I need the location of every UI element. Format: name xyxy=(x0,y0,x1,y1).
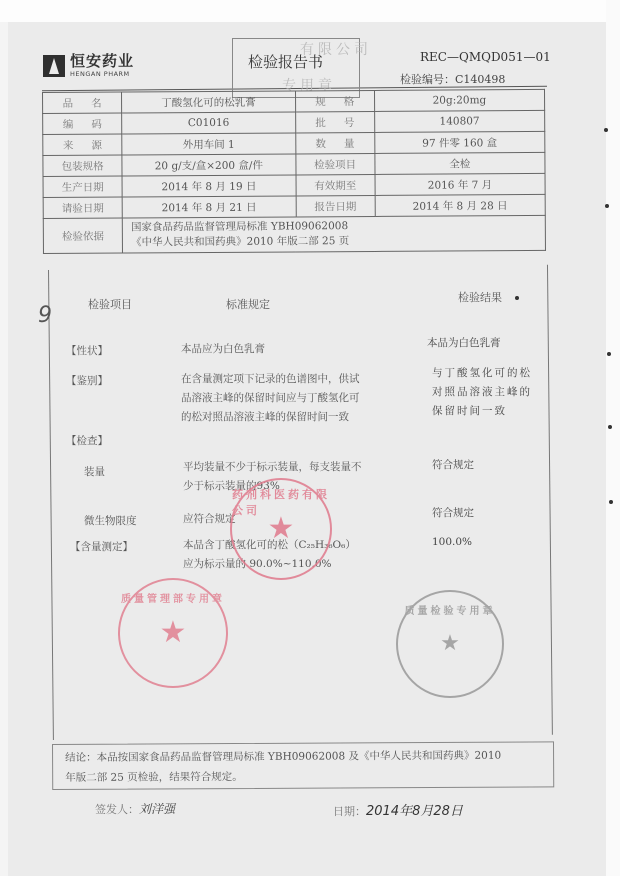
seal-ring-text: 质量检验专用章 xyxy=(404,606,496,617)
punch-hole-mark xyxy=(607,352,611,356)
source-label: 来源 xyxy=(43,134,122,155)
document-code: REC—QMQD051—01 xyxy=(420,50,551,64)
result-line: 对照品溶液主峰的 xyxy=(432,386,532,398)
expiry-value: 2016 年 7 月 xyxy=(375,173,545,195)
punch-hole-mark xyxy=(605,204,609,208)
conclusion-line-1: 结论：本品按国家食品药品监督管理局标准 YBH09062008 及《中华人民共和国药典》2010 xyxy=(65,749,502,764)
standard-line: 应为标示量的 90.0%~110.0% xyxy=(183,558,332,570)
star-icon: ★ xyxy=(159,615,187,650)
standard-line: 平均装量不少于标示装量，每支装量不 xyxy=(183,461,362,473)
handwritten-margin-mark: 9 xyxy=(38,303,52,328)
sign-date xyxy=(333,800,463,819)
code-label: 编码 xyxy=(43,113,122,134)
document-title: 检验报告书 xyxy=(248,53,324,71)
exam-number xyxy=(400,71,505,87)
product-info-table xyxy=(42,89,546,254)
standard-identification xyxy=(181,370,360,427)
seal-ring-text: 药剂科医药有限公司 xyxy=(232,488,330,517)
result-item-assay: 【含量测定】 xyxy=(70,541,133,553)
quantity-value: 97 件零 160 盒 xyxy=(375,131,545,153)
conclusion-box xyxy=(52,741,554,790)
mfg-date-label: 生产日期 xyxy=(43,176,122,197)
sign-date-label: 日期： xyxy=(333,805,366,818)
result-appearance: 本品为白色乳膏 xyxy=(427,337,501,349)
result-item-appearance: 【性状】 xyxy=(66,345,108,357)
col-header-result: 检验结果 xyxy=(458,291,502,304)
punch-hole-mark xyxy=(609,500,613,504)
table-row xyxy=(43,173,545,197)
result-assay: 100.0% xyxy=(432,536,473,548)
col-header-standard: 标准规定 xyxy=(226,298,270,311)
result-item-fill-amount: 装量 xyxy=(84,466,105,478)
title-stamp-ghost-bottom: 专用章 xyxy=(282,78,336,94)
source-value: 外用车间 1 xyxy=(122,133,295,155)
result-line: 保留时间一致 xyxy=(432,405,507,417)
basis-line-1: 国家食品药品监督管理局标准 YBH09062008 xyxy=(130,220,349,234)
standard-appearance: 本品应为白色乳膏 xyxy=(181,343,265,355)
report-date-value: 2014 年 8 月 28 日 xyxy=(375,194,545,216)
standard-line: 少于标示装量的93% xyxy=(183,480,280,492)
standard-microbial-limit: 应符合规定 xyxy=(183,513,236,525)
standard-line: 品溶液主峰的保留时间应与丁酸氢化可 xyxy=(181,392,360,404)
star-icon: ★ xyxy=(267,511,295,546)
mfg-date-value: 2014 年 8 月 19 日 xyxy=(122,175,295,197)
result-microbial-limit: 符合规定 xyxy=(432,507,474,519)
request-date-value: 2014 年 8 月 21 日 xyxy=(122,196,295,218)
logo-icon xyxy=(43,55,65,77)
spec-label: 规格 xyxy=(295,90,374,111)
ink-smudge xyxy=(515,296,519,300)
exam-number-value: C140498 xyxy=(455,73,506,86)
sign-date-signature: 2014年8月28日 xyxy=(366,804,463,819)
product-name-value: 丁酸氢化可的松乳膏 xyxy=(122,91,295,113)
company-seal-red xyxy=(230,478,332,580)
test-items-label: 检验项目 xyxy=(295,153,374,174)
standard-line: 在含量测定项下记录的色谱图中，供试 xyxy=(181,373,360,385)
qa-seal-red xyxy=(118,578,228,688)
spec-value: 20g:20mg xyxy=(374,89,544,111)
table-row xyxy=(43,110,545,134)
request-date-label: 请验日期 xyxy=(43,197,122,218)
signer-signature: 刘洋强 xyxy=(139,802,176,816)
result-line: 与丁酸氢化可的松 xyxy=(432,367,532,379)
table-row xyxy=(43,89,545,113)
report-date-label: 报告日期 xyxy=(296,195,375,216)
scan-margin-right xyxy=(606,0,620,876)
product-name-label: 品名 xyxy=(43,92,122,113)
signer-label: 签发人： xyxy=(95,803,139,816)
basis-value xyxy=(122,215,545,253)
punch-hole-mark xyxy=(608,425,612,429)
table-row xyxy=(43,152,545,176)
col-header-item: 检验项目 xyxy=(88,298,132,311)
result-identification xyxy=(432,364,532,421)
star-icon: ★ xyxy=(440,631,460,656)
basis-label: 检验依据 xyxy=(43,218,122,253)
batch-label: 批号 xyxy=(295,111,374,132)
packaging-value: 20 g/支/盒×200 盒/件 xyxy=(122,154,295,176)
code-value: C01016 xyxy=(122,112,295,134)
scan-margin-top xyxy=(0,0,620,22)
company-logo xyxy=(43,54,134,78)
standard-line: 的松对照品溶液主峰的保留时间一致 xyxy=(181,411,349,423)
packaging-label: 包装规格 xyxy=(43,155,122,176)
seal-ring-text: 质量管理部专用章 xyxy=(121,594,225,605)
standard-line: 本品含丁酸氢化可的松（C₂₅H₃₆O₆） xyxy=(183,539,356,551)
basis-line-2: 《中华人民共和国药典》2010 年版二部 25 页 xyxy=(131,235,350,249)
table-row xyxy=(43,131,545,155)
batch-value: 140807 xyxy=(374,110,544,132)
result-fill-amount: 符合规定 xyxy=(432,459,474,471)
expiry-label: 有效期至 xyxy=(296,174,375,195)
punch-hole-mark xyxy=(604,128,608,132)
result-item-microbial-limit: 微生物限度 xyxy=(84,515,137,527)
company-name-cn: 恒安药业 xyxy=(70,52,135,70)
conclusion-line-2: 年版二部 25 页检验，结果符合规定。 xyxy=(65,771,243,784)
title-stamp-ghost-top: 有限公司 xyxy=(300,42,372,58)
signer xyxy=(95,800,175,817)
test-items-value: 全检 xyxy=(375,152,545,174)
quantity-label: 数量 xyxy=(295,132,374,153)
company-name-en: HENGAN PHARM xyxy=(70,70,130,78)
inspection-seal-gray xyxy=(396,590,504,698)
table-row xyxy=(43,215,545,253)
result-item-inspection: 【检查】 xyxy=(66,435,108,447)
exam-number-label: 检验编号： xyxy=(400,73,455,86)
table-row xyxy=(43,194,545,218)
result-item-identification: 【鉴别】 xyxy=(66,375,108,387)
